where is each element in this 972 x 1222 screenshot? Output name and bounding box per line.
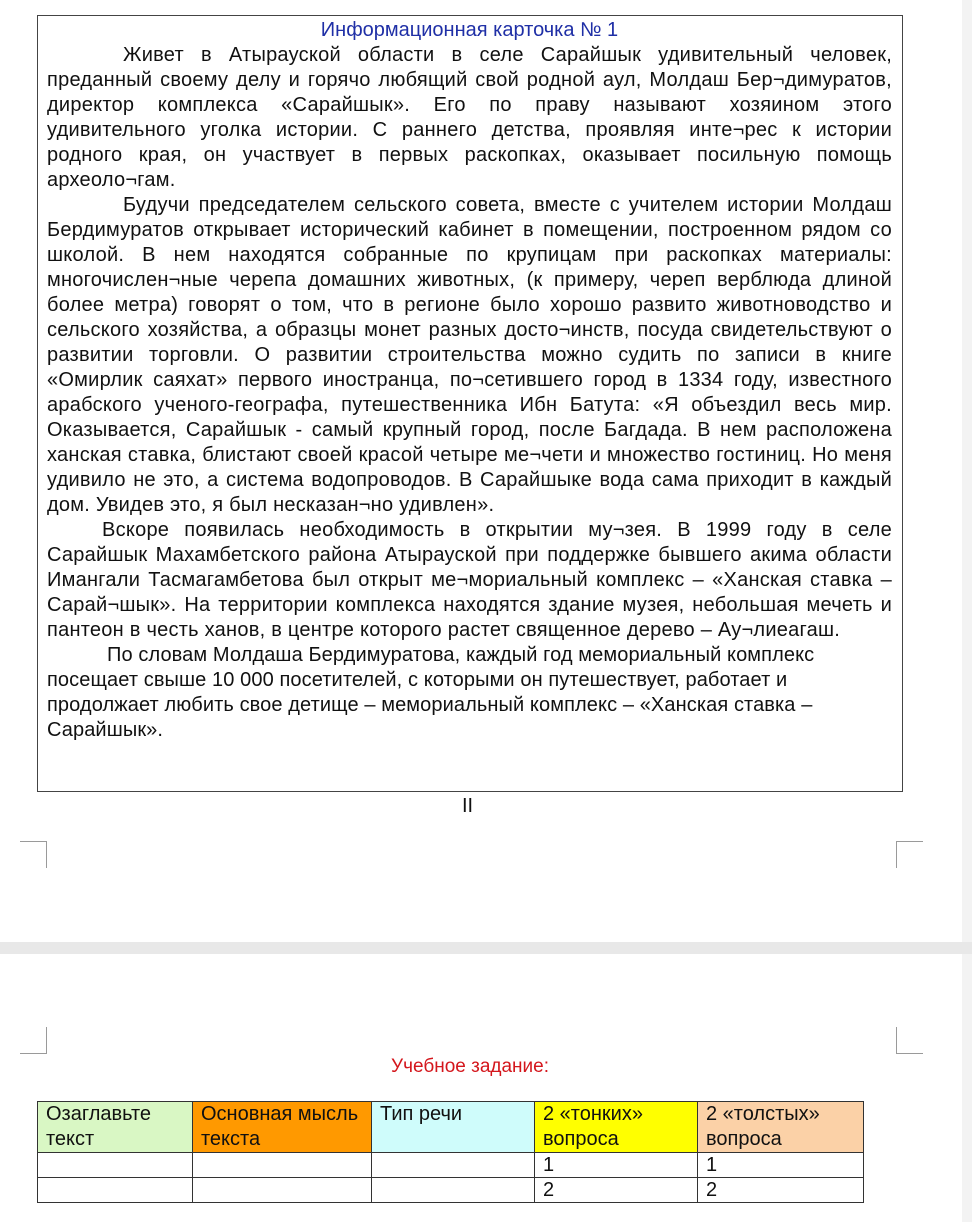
header-speech-type-cell: Тип речи [372, 1102, 535, 1153]
page-number: II [462, 795, 474, 817]
card-paragraph-3: Вскоре появилась необходимость в открытии му¬зея. В 1999 году в селе Сарайшык Махамбетского района Атырауской при поддержке бывшего акима области Имангали Тасмагамбетова был открыт ме¬мориальный комплекс – «Ханская ставка – Сарай¬шык». На территории комплекса находятся здание музея, небольшая мечеть и пантеон в честь ханов, в центре которого растет священное дерево – Ау¬лиеагаш. [47, 519, 892, 641]
margin-corner-top-left [20, 841, 47, 868]
margin-corner-bottom-right [896, 1027, 923, 1054]
card-title: Информационная карточка № 1 [320, 19, 619, 41]
task-table [37, 1101, 864, 1203]
page-break [0, 942, 972, 954]
table-cell[interactable] [38, 1178, 193, 1203]
table-cell[interactable]: 2 [535, 1178, 698, 1203]
header-main-idea-cell: Основная мысль текста [193, 1102, 372, 1153]
header-thin-questions-cell: 2 «тонких» вопроса [535, 1102, 698, 1153]
table-cell[interactable] [193, 1178, 372, 1203]
table-cell[interactable] [193, 1153, 372, 1178]
page-edge-strip [962, 0, 972, 1222]
table-cell[interactable] [372, 1153, 535, 1178]
table-cell[interactable] [38, 1153, 193, 1178]
info-card [37, 15, 903, 792]
header-title-cell: Озаглавьте текст [38, 1102, 193, 1153]
table-cell[interactable]: 1 [698, 1153, 864, 1178]
table-cell[interactable]: 1 [535, 1153, 698, 1178]
card-paragraph-1: Живет в Атырауской области в селе Сарайшык удивительный человек, преданный своему делу и горячо любящий свой родной аул, Молдаш Бер¬димуратов, директор комплекса «Сарайшык». Его по праву называют хозяином этого удивительного уголка истории. С раннего детства, проявляя инте¬рес к истории родного края, он участвует в первых раскопках, оказывает посильную помощь археоло¬гам. [47, 44, 892, 191]
task-table-header-row [38, 1102, 864, 1153]
table-cell[interactable] [372, 1178, 535, 1203]
table-row [38, 1178, 864, 1203]
margin-corner-bottom-left [20, 1027, 47, 1054]
card-paragraph-2: Будучи председателем сельского совета, вместе с учителем истории Молдаш Бердимуратов открывает исторический кабинет в помещении, построенном рядом со школой. В нем находятся собранные по крупицам при раскопках материалы: многочислен¬ные черепа домашних животных, (к примеру, череп верблюда длиной более метра) говорят о том, что в регионе было хорошо развито животноводство и сельского хозяйства, а образцы монет разных досто¬инств, посуда свидетельствуют о развитии торговли. О развитии строительства можно судить по записи в книге «Омирлик саяхат» первого иностранца, по¬сетившего город в 1334 году, известного арабского ученого-географа, путешественника Ибн Батута: «Я объездил весь мир. Оказывается, Сарайшык - самый крупный город, после Багдада. В нем расположена ханская ставка, блистают своей красой четыре ме¬чети и множество гостиниц. Но меня удивило не это, а система водопроводов. В Сарайшыке вода сама приходит в каждый дом. Увидев это, я был несказан¬но удивлен». [47, 194, 892, 516]
table-row [38, 1153, 864, 1178]
task-title: Учебное задание: [391, 1056, 549, 1077]
margin-corner-top-right [896, 841, 923, 868]
table-cell[interactable]: 2 [698, 1178, 864, 1203]
card-paragraph-4: По словам Молдаша Бердимуратова, каждый год мемориальный комплекс посещает свыше 10 000 посетителей, с которыми он путешествует, работает и продолжает любить свое детище – мемориальный комплекс – «Ханская ставка – Сарайшык». [47, 644, 815, 741]
header-thick-questions-cell: 2 «толстых» вопроса [698, 1102, 864, 1153]
